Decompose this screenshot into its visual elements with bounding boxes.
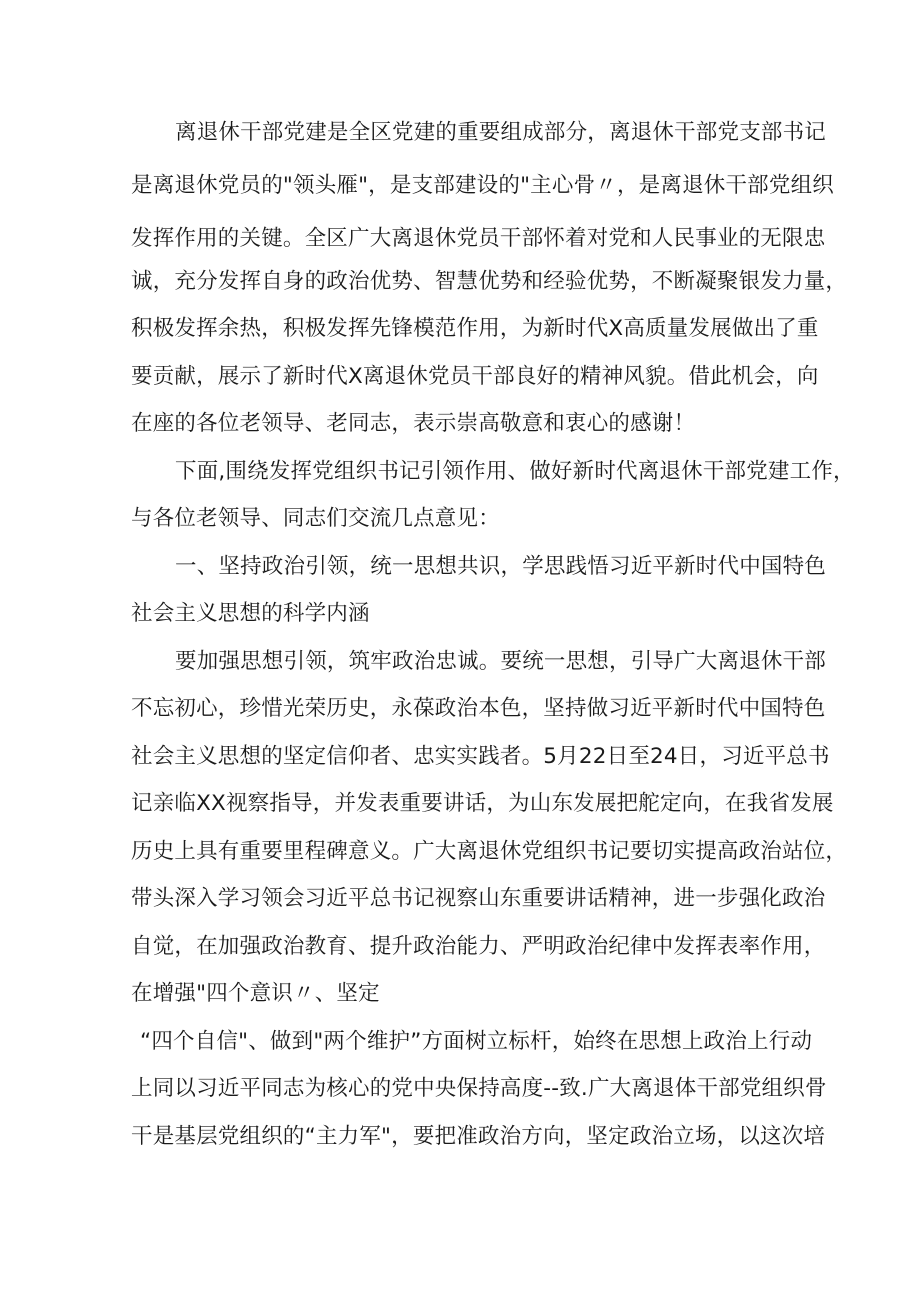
text-line: 是离退休党员的"领头雁"，是支部建设的"主心骨〃，是离退休干部党组织: [131, 173, 834, 198]
text-line: 积极发挥余热，积极发挥先锋模范作用，为新时代X高质量发展做出了重: [131, 316, 819, 341]
text-line: 下面,围绕发挥党组织书记引领作用、做好新时代离退休干部党建工作，: [175, 459, 855, 484]
text-line: 在增强"四个意识〃、坚定: [131, 981, 380, 1006]
text-line: 诚，充分发挥自身的政治优势、智慧优势和经验优势，不断凝聚银发力量，: [131, 269, 848, 294]
section-heading: 一、坚持政治引领，统一思想共识，学思践悟习近平新时代中国特色: [175, 554, 827, 579]
text-line: “四个自信"、做到"两个维护”方面树立标杆，始终在思想上政治上行动: [140, 1029, 813, 1054]
text-line: 在座的各位老领导、老同志，表示崇高敬意和衷心的感谢！: [131, 411, 696, 436]
text-line: 离退休干部党建是全区党建的重要组成部分，离退休干部党支部书记: [175, 120, 827, 145]
text-line: 要加强思想引领，筑牢政治忠诚。要统一思想，引导广大离退休干部: [175, 649, 827, 674]
text-line: 与各位老领导、同志们交流几点意见：: [131, 506, 500, 531]
text-line: 自觉，在加强政治教育、提升政治能力、严明政治纪律中发挥表率作用，: [131, 934, 826, 959]
text-line: 要贡献，展示了新时代X离退休党员干部良好的精神风貌。借此机会，向: [131, 364, 819, 389]
text-line: 记亲临XX视察指导，并发表重要讲话，为山东发展把舵定向，在我省发展: [131, 791, 834, 816]
text-line: 带头深入学习领会习近平总书记视察山东重要讲话精神，进一步强化政治: [131, 886, 826, 911]
text-line: 发挥作用的关键。全区广大离退休党员干部怀着对党和人民事业的无限忠: [131, 226, 826, 251]
section-heading: 社会主义思想的科学内涵: [131, 601, 370, 626]
text-line: 上同以习近平同志为核心的党中央保持高度--致.广大离退体干部党组织骨: [131, 1076, 827, 1101]
text-line: 不忘初心，珍惜光荣历史，永葆政治本色，坚持做习近平新时代中国特色: [131, 696, 826, 721]
text-line: 社会主义思想的坚定信仰者、忠实实践者。5月22日至24日，习近平总书: [131, 744, 830, 769]
text-line: 干是基层党组织的“主力军"，要把准政治方向，坚定政治立场，以这次培: [131, 1124, 826, 1149]
text-line: 历史上具有重要里程碑意义。广大离退休党组织书记要切实提高政治站位，: [131, 839, 848, 864]
